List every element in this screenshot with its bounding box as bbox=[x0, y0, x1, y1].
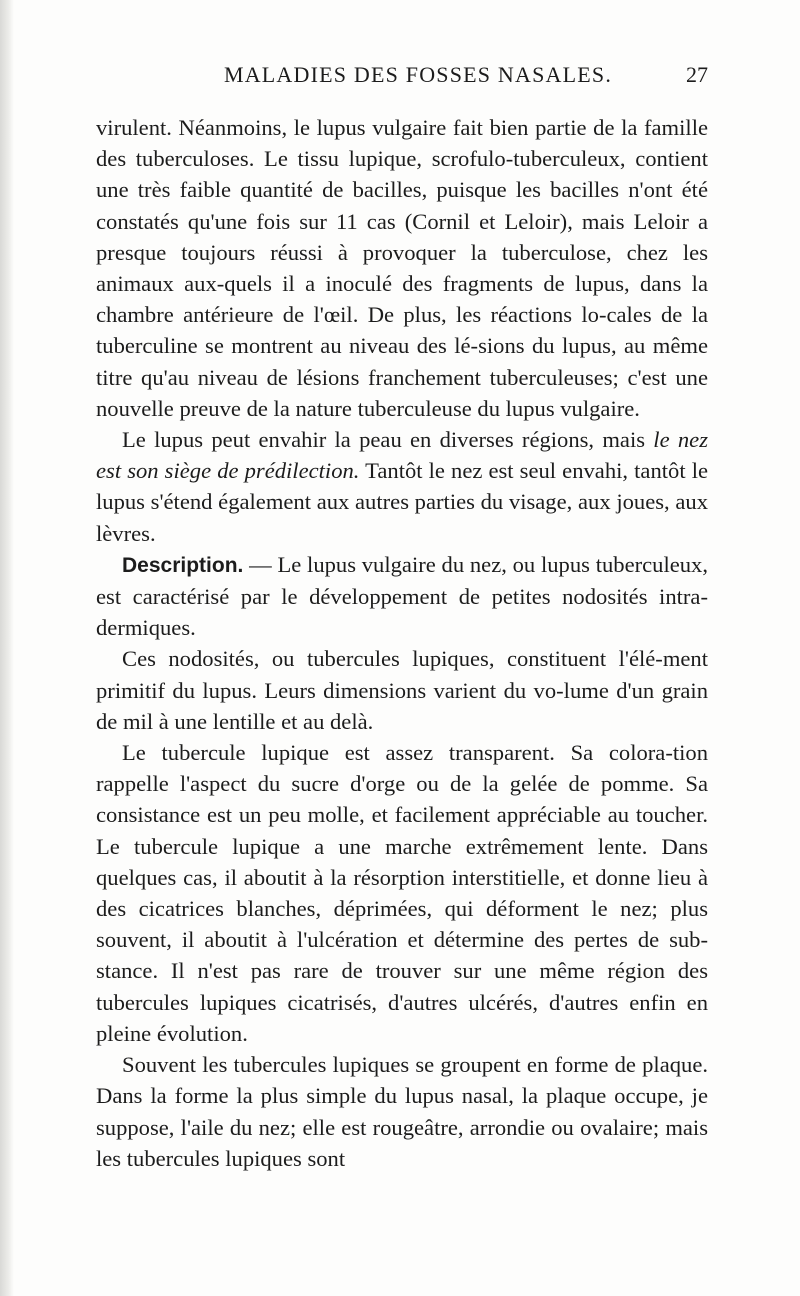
paragraph-2-start: Le lupus peut envahir la peau en diverses régions, mais bbox=[122, 427, 654, 453]
paragraph-3-text: — Le lupus vulgaire du nez, ou lupus tuberculeux, est caractérisé par le développement de petites nodosités intra-dermiques. bbox=[96, 551, 708, 641]
running-head bbox=[128, 62, 708, 94]
page-binding-shadow bbox=[0, 0, 14, 1296]
paragraph-2-end: Tantôt le nez est seul envahi, tantôt le lupus s'étend également aux autres parties du visage, aux joues, aux lèvres. bbox=[96, 458, 708, 546]
page-number: 27 bbox=[686, 62, 708, 87]
running-title: MALADIES DES FOSSES NASALES. bbox=[223, 62, 613, 87]
paragraph-5: Le tubercule lupique est assez transparent. Sa colora-tion rappelle l'aspect du sucre d'orge ou de la gelée de pomme. Sa consistance est un peu molle, et facilement appréciable au toucher. Le tubercule lupique a une marche extrêmement lente. Dans quelques cas, il aboutit à la résorption interstitielle, et donne lieu à des cicatrices blanches, déprimées, qui déforment le nez; plus souvent, il aboutit à l'ulcération et détermine des pertes de sub-stance. Il n'est pas rare de trouver sur une même région des tubercules lupiques cicatrisés, d'autres ulcérés, d'autres enfin en pleine évolution. bbox=[96, 740, 708, 1046]
paragraph-4: Ces nodosités, ou tubercules lupiques, constituent l'élé-ment primitif du lupus. Leurs dimensions varient du vo-lume d'un grain de mil à une lentille et au delà. bbox=[96, 646, 708, 734]
body-text bbox=[96, 112, 708, 1174]
paragraph-3 bbox=[96, 549, 708, 644]
italic-emphasis: le nez est son siège de prédilection. bbox=[96, 427, 708, 484]
paragraph-2 bbox=[96, 424, 708, 549]
paragraph-1: virulent. Néanmoins, le lupus vulgaire fait bien partie de la famille des tuberculoses. Le tissu lupique, scrofulo-tuberculeux, contient une très faible quantité de bacilles, puisque les bacilles n'ont été constatés qu'une fois sur 11 cas (Cornil et Leloir), mais Leloir a presque toujours réussi à provoquer la tuberculose, chez les animaux aux-quels il a inoculé des fragments de lupus, dans la chambre antérieure de l'œil. De plus, les réactions lo-cales de la tuberculine se montrent au niveau des lé-sions du lupus, au même titre qu'au niveau de lésions franchement tuberculeuses; c'est une nouvelle preuve de la nature tuberculeuse du lupus vulgaire. bbox=[96, 115, 708, 421]
paragraph-6: Souvent les tubercules lupiques se groupent en forme de plaque. Dans la forme la plus simple du lupus nasal, la plaque occupe, je suppose, l'aile du nez; elle est rougeâtre, arrondie ou ovalaire; mais les tubercules lupiques sont bbox=[96, 1052, 708, 1171]
section-heading-description: Description. bbox=[122, 553, 244, 577]
